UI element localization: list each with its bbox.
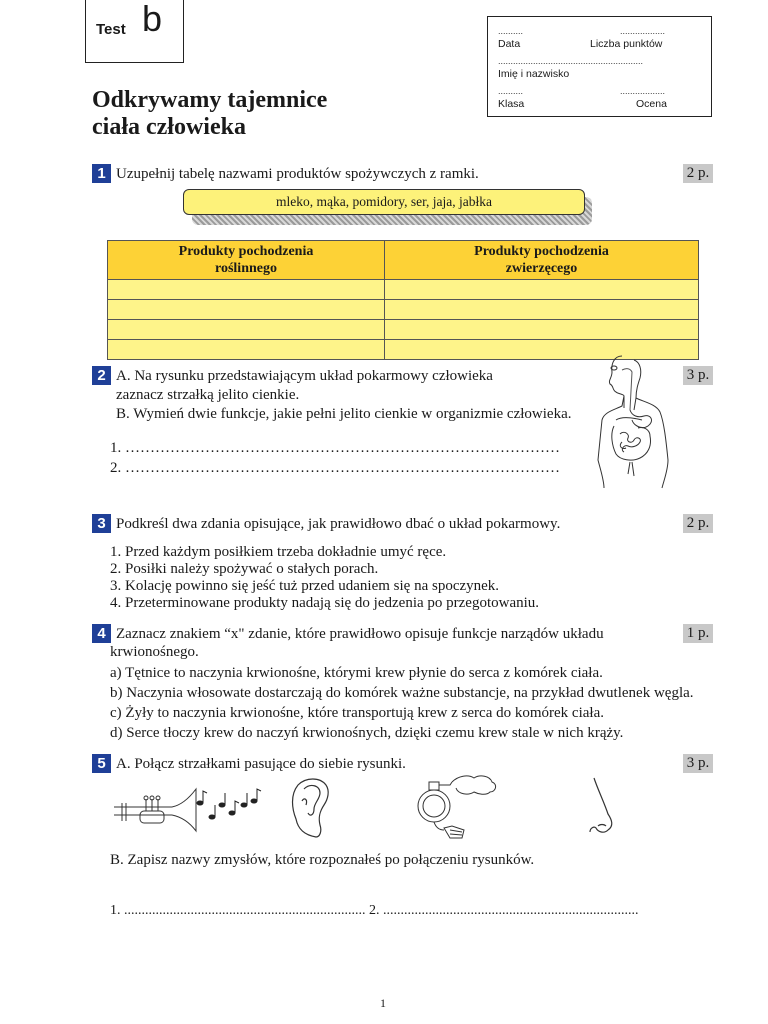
name-dots[interactable]: .......................................................... [498,56,644,66]
q1-instruction: Uzupełnij tabelę nazwami produktów spożywczych z ramki. [116,166,479,182]
q2-part-a: A. Na rysunku przedstawiającym układ pokarmowy człowieka [116,368,493,384]
grade-label: Ocena [636,98,667,110]
student-info-box [487,16,712,117]
title-line-2: ciała człowieka [92,114,246,140]
q2-answer-line-2[interactable]: 2. …………………………………………………………………………… [110,460,560,476]
class-dots[interactable]: .......... [498,86,524,96]
q5-points: 3 p. [683,754,713,773]
title-line-1: Odkrywamy tajemnice [92,87,328,113]
q3-statement[interactable]: 3. Kolację powinno się jeść tuż przed udaniem się na spoczynek. [110,578,500,594]
test-label: Test [96,21,126,38]
q4-instruction: Zaznacz znakiem “x" zdanie, które prawidłowo opisuje funkcje narządów układu [116,626,604,642]
table-header-row [108,241,699,280]
q3-instruction: Podkreśl dwa zdania opisujące, jak prawidłowo dbać o układ pokarmowy. [116,516,561,532]
q2-points: 3 p. [683,366,713,385]
ear-picture[interactable] [288,775,332,839]
plant-cell[interactable] [108,280,385,300]
class-label: Klasa [498,98,525,110]
q5-number: 5 [92,754,111,773]
q1-number: 1 [92,164,111,183]
q3-statement[interactable]: 4. Przeterminowane produkty nadają się do jedzenia po przegotowaniu. [110,595,540,611]
date-label: Data [498,38,521,50]
plant-cell[interactable] [108,320,385,340]
plant-products-header [108,241,385,280]
q3-points: 2 p. [683,514,713,533]
q4-option[interactable]: d) Serce tłoczy krew do naczyń krwionośnych, dzięki czemu krew stale w nich krąży. [110,725,624,741]
digestive-system-illustration[interactable] [594,350,674,490]
date-dots[interactable]: .......... [498,26,524,36]
trumpet-with-music-notes-picture[interactable] [112,785,262,835]
q4-points: 1 p. [683,624,713,643]
plant-header-line-1: Produkty pochodzenia [178,244,314,259]
grade-dots[interactable]: .................. [620,86,666,96]
points-dots[interactable]: .................. [620,26,666,36]
plant-cell[interactable] [108,300,385,320]
q4-option[interactable]: b) Naczynia włosowate dostarczają do komórek ważne substancje, na przykład dwutlenek węgla. [110,685,694,701]
q3-statement[interactable]: 1. Przed każdym posiłkiem trzeba dokładnie umyć ręce. [110,544,447,560]
animal-cell[interactable] [385,300,699,320]
food-origin-table [107,240,699,360]
q3-statement[interactable]: 2. Posiłki należy spożywać o stałych porach. [110,561,379,577]
q5-part-b: B. Zapisz nazwy zmysłów, które rozpoznałeś po połączeniu rysunków. [110,852,535,868]
q2-number: 2 [92,366,111,385]
table-row [108,280,699,300]
q2-answer-line-1[interactable]: 1. …………………………………………………………………………… [110,440,560,456]
name-label: Imię i nazwisko [498,68,570,80]
test-version-letter: b [142,0,163,39]
animal-products-header [385,241,699,280]
table-row [108,300,699,320]
q4-number: 4 [92,624,111,643]
q5-answer-line[interactable]: 1. ..................................................................... 2. ......................................................................... [110,903,639,918]
q4-option[interactable]: a) Tętnice to naczynia krwionośne, którymi krew płynie do serca z komórek ciała. [110,665,603,681]
animal-header-line-2: zwierzęcego [505,261,578,276]
test-version-badge [85,0,184,63]
q4-option[interactable]: c) Żyły to naczynia krwionośne, które transportują krew z serca do komórek ciała. [110,705,604,721]
plant-cell[interactable] [108,340,385,360]
points-label: Liczba punktów [590,38,663,50]
table-row [108,320,699,340]
plant-header-line-2: roślinnego [215,261,277,276]
page-title [92,87,327,141]
q5-part-a: A. Połącz strzałkami pasujące do siebie rysunki. [116,756,406,772]
perfume-bottle-picture[interactable] [412,772,504,844]
nose-picture[interactable] [580,776,620,840]
animal-cell[interactable] [385,320,699,340]
word-bank: mleko, mąka, pomidory, ser, jaja, jabłka [183,189,585,215]
q4-instruction-cont: krwionośnego. [110,644,199,660]
q1-points: 2 p. [683,164,713,183]
page-number: 1 [380,996,386,1010]
animal-header-line-1: Produkty pochodzenia [474,244,609,259]
q3-number: 3 [92,514,111,533]
q2-part-a-cont: zaznacz strzałką jelito cienkie. [116,387,300,403]
q2-part-b: B. Wymień dwie funkcje, jakie pełni jelito cienkie w organizmie człowieka. [116,406,572,422]
animal-cell[interactable] [385,280,699,300]
